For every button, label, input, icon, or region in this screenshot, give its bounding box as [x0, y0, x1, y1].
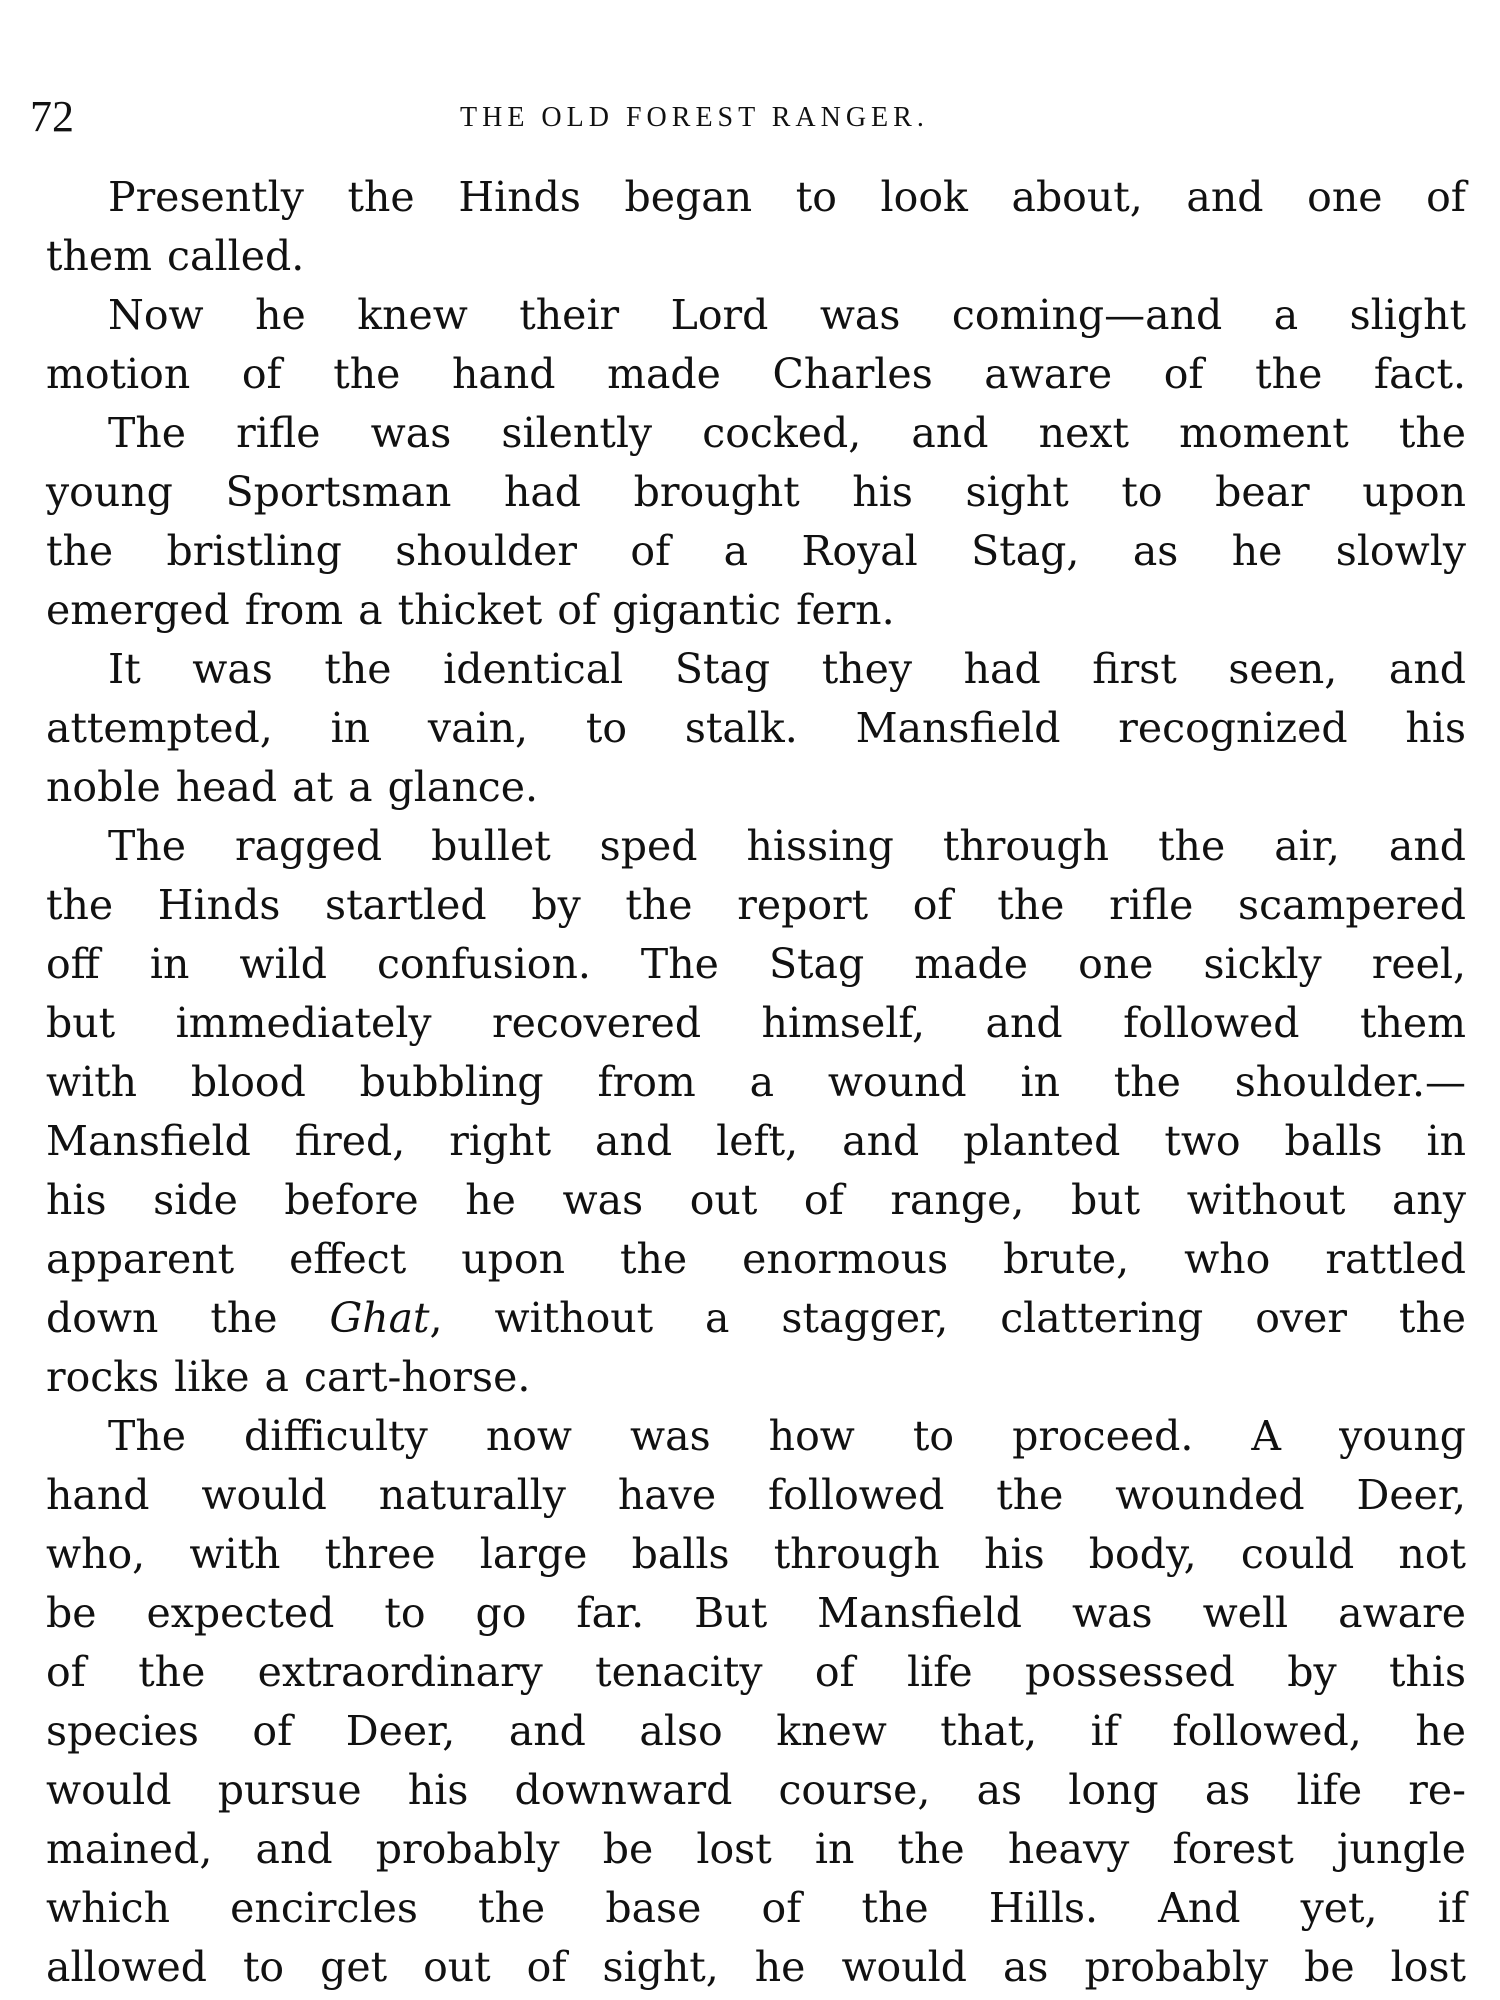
paragraph [46, 168, 1466, 286]
text-line: noble head at a glance. [46, 763, 539, 811]
text-line: with blood bubbling from a wound in the shoulder.— [46, 1058, 1466, 1106]
paragraph [46, 817, 1466, 1407]
text-line: The difficulty now was how to proceed. A young [108, 1412, 1466, 1460]
body-text [46, 168, 1466, 1997]
text-line: off in wild confusion. The Stag made one sickly reel, [46, 940, 1466, 988]
text-line: them called. [46, 232, 305, 280]
text-line: the Hinds startled by the report of the rifle scampered [46, 881, 1466, 929]
text-line: emerged from a thicket of gigantic fern. [46, 586, 895, 634]
text-line: rocks like a cart-horse. [46, 1353, 531, 1401]
page-number: 72 [30, 92, 74, 141]
running-head [30, 92, 1470, 142]
text-line: The rifle was silently cocked, and next moment the [108, 409, 1466, 457]
paragraph [46, 286, 1466, 404]
paragraph [46, 404, 1466, 640]
text-line: Now he knew their Lord was coming—and a slight [108, 291, 1466, 339]
text-line: apparent effect upon the enormous brute, who rattled [46, 1235, 1466, 1283]
paragraph [46, 640, 1466, 817]
text-line: of the extraordinary tenacity of life possessed by this [46, 1648, 1466, 1696]
text-line: attempted, in vain, to stalk. Mansfield recognized his [46, 704, 1466, 752]
text-line: It was the identical Stag they had first seen, and [108, 645, 1466, 693]
text-line: but immediately recovered himself, and followed them [46, 999, 1466, 1047]
text-line: the bristling shoulder of a Royal Stag, as he slowly [46, 527, 1466, 575]
text-line: allowed to get out of sight, he would as probably be lost [46, 1943, 1466, 1991]
text-segment: , without a stagger, clattering over the [429, 1294, 1467, 1342]
text-line: hand would naturally have followed the wounded Deer, [46, 1471, 1466, 1519]
text-line: motion of the hand made Charles aware of the fact. [46, 350, 1466, 398]
text-line: would pursue his downward course, as long as life re- [46, 1766, 1466, 1814]
paragraph [46, 1407, 1466, 1997]
text-line: Presently the Hinds began to look about, and one of [108, 173, 1466, 221]
text-line: The ragged bullet sped hissing through the air, and [108, 822, 1466, 870]
italic-word: Ghat [329, 1294, 430, 1342]
text-line: young Sportsman had brought his sight to bear upon [46, 468, 1466, 516]
text-line: which encircles the base of the Hills. And yet, if [46, 1884, 1466, 1932]
text-line: species of Deer, and also knew that, if followed, he [46, 1707, 1466, 1755]
text-line: be expected to go far. But Mansfield was well aware [46, 1589, 1466, 1637]
text-line: his side before he was out of range, but without any [46, 1176, 1466, 1224]
text-line: mained, and probably be lost in the heavy forest jungle [46, 1825, 1466, 1873]
text-line: who, with three large balls through his body, could not [46, 1530, 1466, 1578]
running-title: THE OLD FOREST RANGER. [460, 102, 929, 133]
text-segment: down the [46, 1294, 330, 1342]
text-line [46, 1289, 1466, 1348]
text-line: Mansfield fired, right and left, and planted two balls in [46, 1117, 1466, 1165]
